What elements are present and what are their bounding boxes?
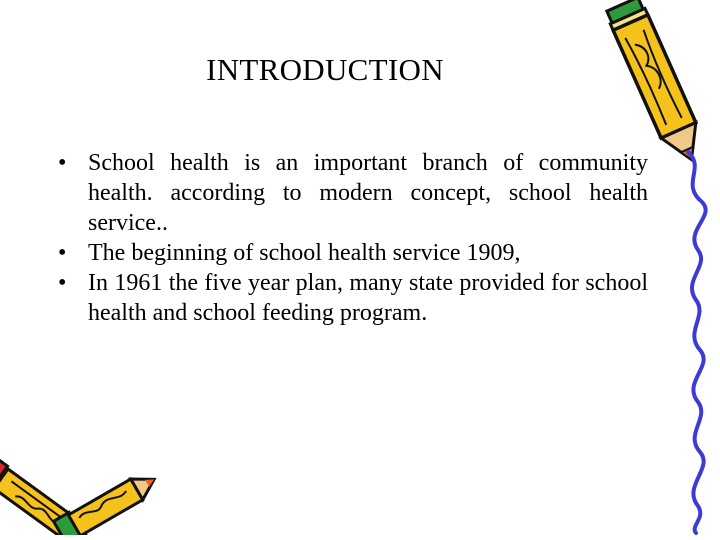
bullet-dot: • xyxy=(58,150,67,176)
bullet-list xyxy=(58,148,648,328)
slide-title: INTRODUCTION xyxy=(206,52,444,87)
squiggle-line-icon xyxy=(676,150,720,535)
pencil-icon xyxy=(575,0,710,175)
bullet-dot: • xyxy=(58,240,67,266)
bullet-item xyxy=(58,148,648,238)
bullet-text: In 1961 the five year plan, many state provided for school health and school feeding program. xyxy=(88,270,648,326)
bullet-text: School health is an important branch of community health. according to modern concept, school health service.. xyxy=(88,150,648,236)
bullet-text: The beginning of school health service 1909, xyxy=(88,240,521,266)
bullet-item xyxy=(58,268,648,328)
bullet-item xyxy=(58,238,648,268)
bullet-dot: • xyxy=(58,270,67,296)
crossed-pencils-icon xyxy=(0,425,160,535)
